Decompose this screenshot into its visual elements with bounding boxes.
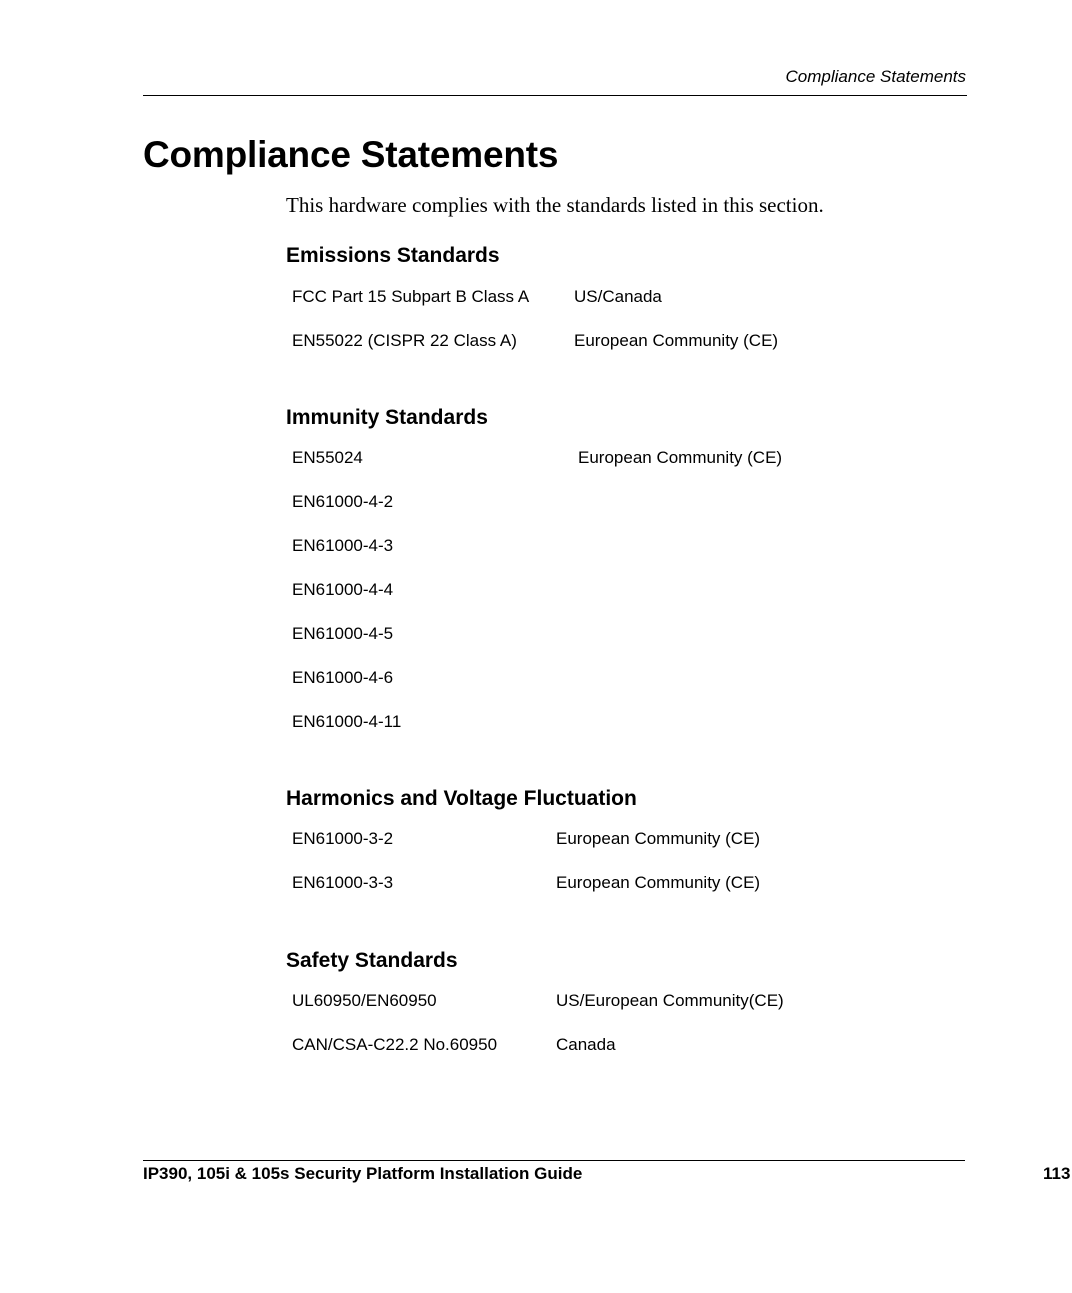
safety-heading: Safety Standards xyxy=(286,949,458,972)
immunity-region-1: European Community (CE) xyxy=(578,448,783,467)
page-title: Compliance Statements xyxy=(143,134,559,175)
intro-paragraph: This hardware complies with the standards listed in this section. xyxy=(286,193,824,217)
safety-region-1: US/European Community(CE) xyxy=(556,991,784,1010)
immunity-standard-7: EN61000-4-11 xyxy=(292,712,402,731)
emissions-standard-1: FCC Part 15 Subpart B Class A xyxy=(292,287,530,306)
running-header: Compliance Statements xyxy=(785,67,966,86)
page-number: 113 xyxy=(1043,1164,1071,1183)
safety-region-2: Canada xyxy=(556,1035,616,1054)
safety-standard-1: UL60950/EN60950 xyxy=(292,991,437,1010)
harmonics-heading: Harmonics and Voltage Fluctuation xyxy=(286,787,637,810)
harmonics-standard-1: EN61000-3-2 xyxy=(292,829,394,848)
immunity-standard-2: EN61000-4-2 xyxy=(292,492,394,511)
immunity-standard-5: EN61000-4-5 xyxy=(292,624,394,643)
footer-divider xyxy=(143,1160,965,1161)
immunity-standard-1: EN55024 xyxy=(292,448,363,467)
immunity-heading: Immunity Standards xyxy=(286,406,488,429)
immunity-standard-4: EN61000-4-4 xyxy=(292,580,394,599)
footer-title: IP390, 105i & 105s Security Platform Installation Guide xyxy=(143,1164,583,1183)
harmonics-region-1: European Community (CE) xyxy=(556,829,761,848)
header-divider xyxy=(143,95,967,96)
emissions-region-2: European Community (CE) xyxy=(574,331,779,350)
harmonics-region-2: European Community (CE) xyxy=(556,873,761,892)
immunity-standard-6: EN61000-4-6 xyxy=(292,668,394,687)
emissions-heading: Emissions Standards xyxy=(286,244,500,267)
safety-standard-2: CAN/CSA-C22.2 No.60950 xyxy=(292,1035,498,1054)
immunity-standard-3: EN61000-4-3 xyxy=(292,536,394,555)
emissions-standard-2: EN55022 (CISPR 22 Class A) xyxy=(292,331,517,350)
emissions-region-1: US/Canada xyxy=(574,287,662,306)
harmonics-standard-2: EN61000-3-3 xyxy=(292,873,394,892)
